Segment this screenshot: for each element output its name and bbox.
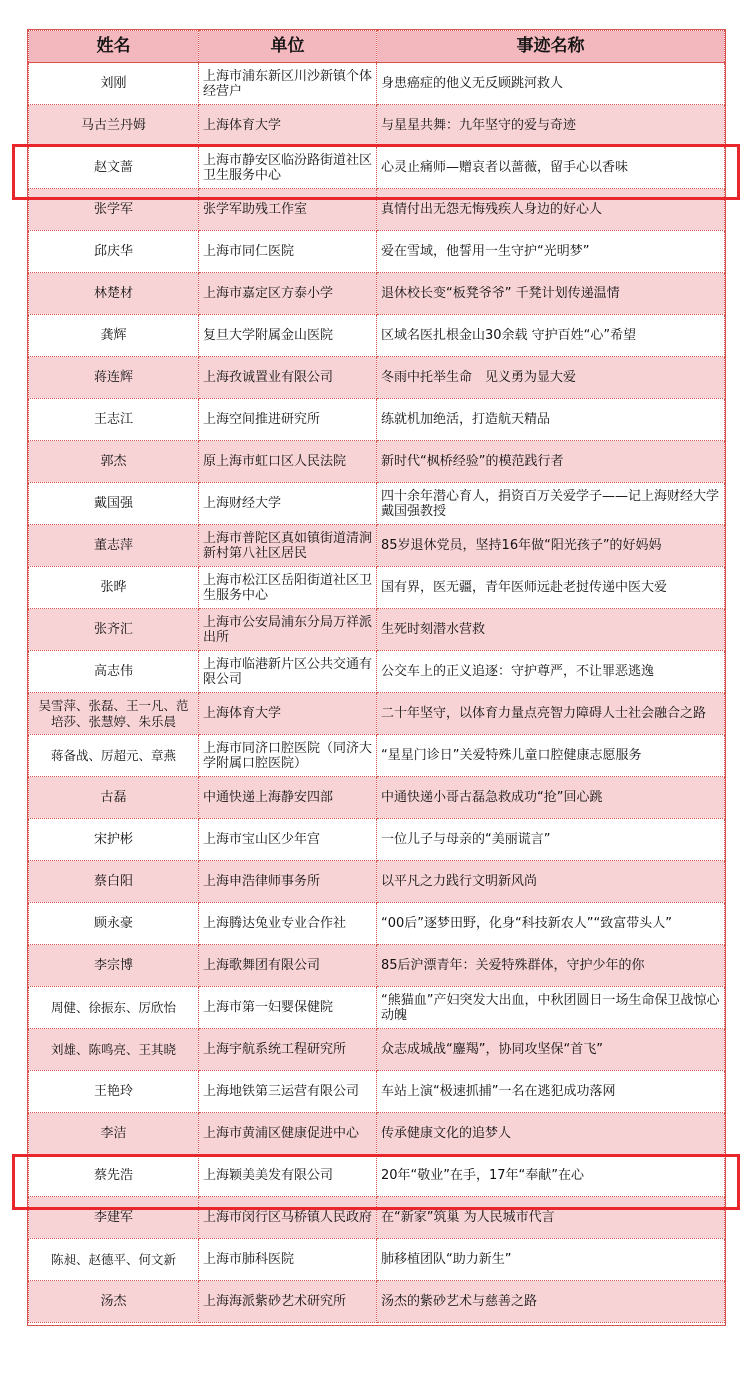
- header-row: [29, 31, 725, 63]
- table-row: [29, 1197, 725, 1239]
- table-row: [29, 1029, 725, 1071]
- name-cell: 顾永豪: [29, 903, 199, 945]
- deed-cell: 四十余年潜心育人，捐资百万关爱学子——记上海财经大学戴国强教授: [377, 483, 725, 525]
- name-cell: 林楚材: [29, 273, 199, 315]
- deed-cell: 众志成城战“鏖羯”，协同攻坚保“首飞”: [377, 1029, 725, 1071]
- header-unit: 单位: [199, 31, 377, 63]
- table-row: [29, 945, 725, 987]
- deed-cell: 车站上演“极速抓捕”一名在逃犯成功落网: [377, 1071, 725, 1113]
- table-row: [29, 315, 725, 357]
- deed-cell: 20年“敬业”在手，17年“奉献”在心: [377, 1155, 725, 1197]
- name-cell: 汤杰: [29, 1281, 199, 1323]
- unit-cell: 张学军助残工作室: [199, 189, 377, 231]
- deed-cell: 冬雨中托举生命 见义勇为显大爱: [377, 357, 725, 399]
- table-row: [29, 651, 725, 693]
- table-body: [29, 63, 725, 1323]
- table-row: [29, 1239, 725, 1281]
- deed-cell: “熊猫血”产妇突发大出血，中秋团圆日一场生命保卫战惊心动魄: [377, 987, 725, 1029]
- unit-cell: 上海市黄浦区健康促进中心: [199, 1113, 377, 1155]
- unit-cell: 上海市松江区岳阳街道社区卫生服务中心: [199, 567, 377, 609]
- name-cell: 龚辉: [29, 315, 199, 357]
- name-cell: 戴国强: [29, 483, 199, 525]
- table-row: [29, 609, 725, 651]
- table-row: [29, 819, 725, 861]
- unit-cell: 中通快递上海静安四部: [199, 777, 377, 819]
- deed-cell: 国有界，医无疆，青年医师远赴老挝传递中医大爱: [377, 567, 725, 609]
- name-cell: 李建军: [29, 1197, 199, 1239]
- name-cell: 古磊: [29, 777, 199, 819]
- deed-cell: 身患癌症的他义无反顾跳河救人: [377, 63, 725, 105]
- deed-cell: 新时代“枫桥经验”的模范践行者: [377, 441, 725, 483]
- deed-cell: 心灵止痛师—赠哀者以蔷薇，留手心以香味: [377, 147, 725, 189]
- name-cell: 蒋连辉: [29, 357, 199, 399]
- table-row: [29, 735, 725, 777]
- table-row: [29, 399, 725, 441]
- table-row: [29, 63, 725, 105]
- unit-cell: 原上海市虹口区人民法院: [199, 441, 377, 483]
- deed-cell: 肺移植团队“助力新生”: [377, 1239, 725, 1281]
- name-cell: 蔡先浩: [29, 1155, 199, 1197]
- name-cell: 刘雄、陈鸣亮、王其晓: [29, 1029, 199, 1071]
- name-cell: 张学军: [29, 189, 199, 231]
- table-row: [29, 483, 725, 525]
- name-cell: 宋护彬: [29, 819, 199, 861]
- table-row: [29, 1155, 725, 1197]
- table-row: [29, 1113, 725, 1155]
- name-cell: 蒋备战、厉超元、章燕: [29, 735, 199, 777]
- unit-cell: 上海歌舞团有限公司: [199, 945, 377, 987]
- deed-cell: 与星星共舞：九年坚守的爱与奇迹: [377, 105, 725, 147]
- unit-cell: 上海市嘉定区方泰小学: [199, 273, 377, 315]
- honoree-table: [28, 30, 725, 1323]
- deed-cell: 在“新家”筑巢 为人民城市代言: [377, 1197, 725, 1239]
- unit-cell: 上海市静安区临汾路街道社区卫生服务中心: [199, 147, 377, 189]
- deed-cell: 传承健康文化的追梦人: [377, 1113, 725, 1155]
- unit-cell: 上海颖美美发有限公司: [199, 1155, 377, 1197]
- unit-cell: 上海市第一妇婴保健院: [199, 987, 377, 1029]
- deed-cell: 二十年坚守，以体育力量点亮智力障碍人士社会融合之路: [377, 693, 725, 735]
- name-cell: 张晔: [29, 567, 199, 609]
- deed-cell: 中通快递小哥古磊急救成功“抢”回心跳: [377, 777, 725, 819]
- deed-cell: 85岁退休党员，坚持16年做“阳光孩子”的好妈妈: [377, 525, 725, 567]
- unit-cell: 上海市浦东新区川沙新镇个体经营户: [199, 63, 377, 105]
- name-cell: 王志江: [29, 399, 199, 441]
- table-row: [29, 189, 725, 231]
- name-cell: 周健、徐振东、厉欣怡: [29, 987, 199, 1029]
- name-cell: 邱庆华: [29, 231, 199, 273]
- name-cell: 赵文蔷: [29, 147, 199, 189]
- name-cell: 王艳玲: [29, 1071, 199, 1113]
- table-row: [29, 105, 725, 147]
- unit-cell: 上海腾达兔业专业合作社: [199, 903, 377, 945]
- deed-cell: 退休校长变“板凳爷爷” 千凳计划传递温情: [377, 273, 725, 315]
- table-row: [29, 693, 725, 735]
- unit-cell: 上海空间推进研究所: [199, 399, 377, 441]
- unit-cell: 上海市闵行区马桥镇人民政府: [199, 1197, 377, 1239]
- deed-cell: 一位儿子与母亲的“美丽谎言”: [377, 819, 725, 861]
- table-row: [29, 147, 725, 189]
- table-row: [29, 567, 725, 609]
- table-row: [29, 231, 725, 273]
- table-row: [29, 861, 725, 903]
- unit-cell: 上海市普陀区真如镇街道清涧新村第八社区居民: [199, 525, 377, 567]
- unit-cell: 上海海派紫砂艺术研究所: [199, 1281, 377, 1323]
- name-cell: 陈昶、赵德平、何文新: [29, 1239, 199, 1281]
- deed-cell: 真情付出无怨无悔残疾人身边的好心人: [377, 189, 725, 231]
- table-row: [29, 987, 725, 1029]
- name-cell: 刘刚: [29, 63, 199, 105]
- name-cell: 李宗博: [29, 945, 199, 987]
- unit-cell: 上海市同济口腔医院（同济大学附属口腔医院）: [199, 735, 377, 777]
- deed-cell: “星星门诊日”关爱特殊儿童口腔健康志愿服务: [377, 735, 725, 777]
- unit-cell: 上海市肺科医院: [199, 1239, 377, 1281]
- table-row: [29, 903, 725, 945]
- unit-cell: 上海孜诚置业有限公司: [199, 357, 377, 399]
- table-row: [29, 1071, 725, 1113]
- table-row: [29, 1281, 725, 1323]
- deed-cell: 生死时刻潜水营救: [377, 609, 725, 651]
- table-row: [29, 525, 725, 567]
- name-cell: 马古兰丹姆: [29, 105, 199, 147]
- unit-cell: 上海申浩律师事务所: [199, 861, 377, 903]
- unit-cell: 上海宇航系统工程研究所: [199, 1029, 377, 1071]
- name-cell: 吴雪萍、张磊、王一凡、范培莎、张慧婷、朱乐晨: [29, 693, 199, 735]
- name-cell: 蔡白阳: [29, 861, 199, 903]
- unit-cell: 上海体育大学: [199, 693, 377, 735]
- deed-cell: 爱在雪域，他誓用一生守护“光明梦”: [377, 231, 725, 273]
- deed-cell: 以平凡之力践行文明新风尚: [377, 861, 725, 903]
- unit-cell: 上海财经大学: [199, 483, 377, 525]
- name-cell: 郭杰: [29, 441, 199, 483]
- unit-cell: 上海地铁第三运营有限公司: [199, 1071, 377, 1113]
- name-cell: 张齐汇: [29, 609, 199, 651]
- table-row: [29, 273, 725, 315]
- name-cell: 李洁: [29, 1113, 199, 1155]
- deed-cell: 公交车上的正义追逐：守护尊严，不让罪恶逃逸: [377, 651, 725, 693]
- unit-cell: 上海体育大学: [199, 105, 377, 147]
- deed-cell: 区域名医扎根金山30余载 守护百姓“心”希望: [377, 315, 725, 357]
- unit-cell: 复旦大学附属金山医院: [199, 315, 377, 357]
- deed-cell: “00后”逐梦田野，化身“科技新农人”“致富带头人”: [377, 903, 725, 945]
- table-row: [29, 777, 725, 819]
- table-row: [29, 441, 725, 483]
- deed-cell: 85后沪漂青年：关爱特殊群体，守护少年的你: [377, 945, 725, 987]
- header-deed: 事迹名称: [377, 31, 725, 63]
- deed-cell: 汤杰的紫砂艺术与慈善之路: [377, 1281, 725, 1323]
- name-cell: 高志伟: [29, 651, 199, 693]
- deed-cell: 练就机加绝活，打造航天精品: [377, 399, 725, 441]
- header-name: 姓名: [29, 31, 199, 63]
- unit-cell: 上海市同仁医院: [199, 231, 377, 273]
- unit-cell: 上海市临港新片区公共交通有限公司: [199, 651, 377, 693]
- table-row: [29, 357, 725, 399]
- name-cell: 董志萍: [29, 525, 199, 567]
- unit-cell: 上海市公安局浦东分局万祥派出所: [199, 609, 377, 651]
- unit-cell: 上海市宝山区少年宫: [199, 819, 377, 861]
